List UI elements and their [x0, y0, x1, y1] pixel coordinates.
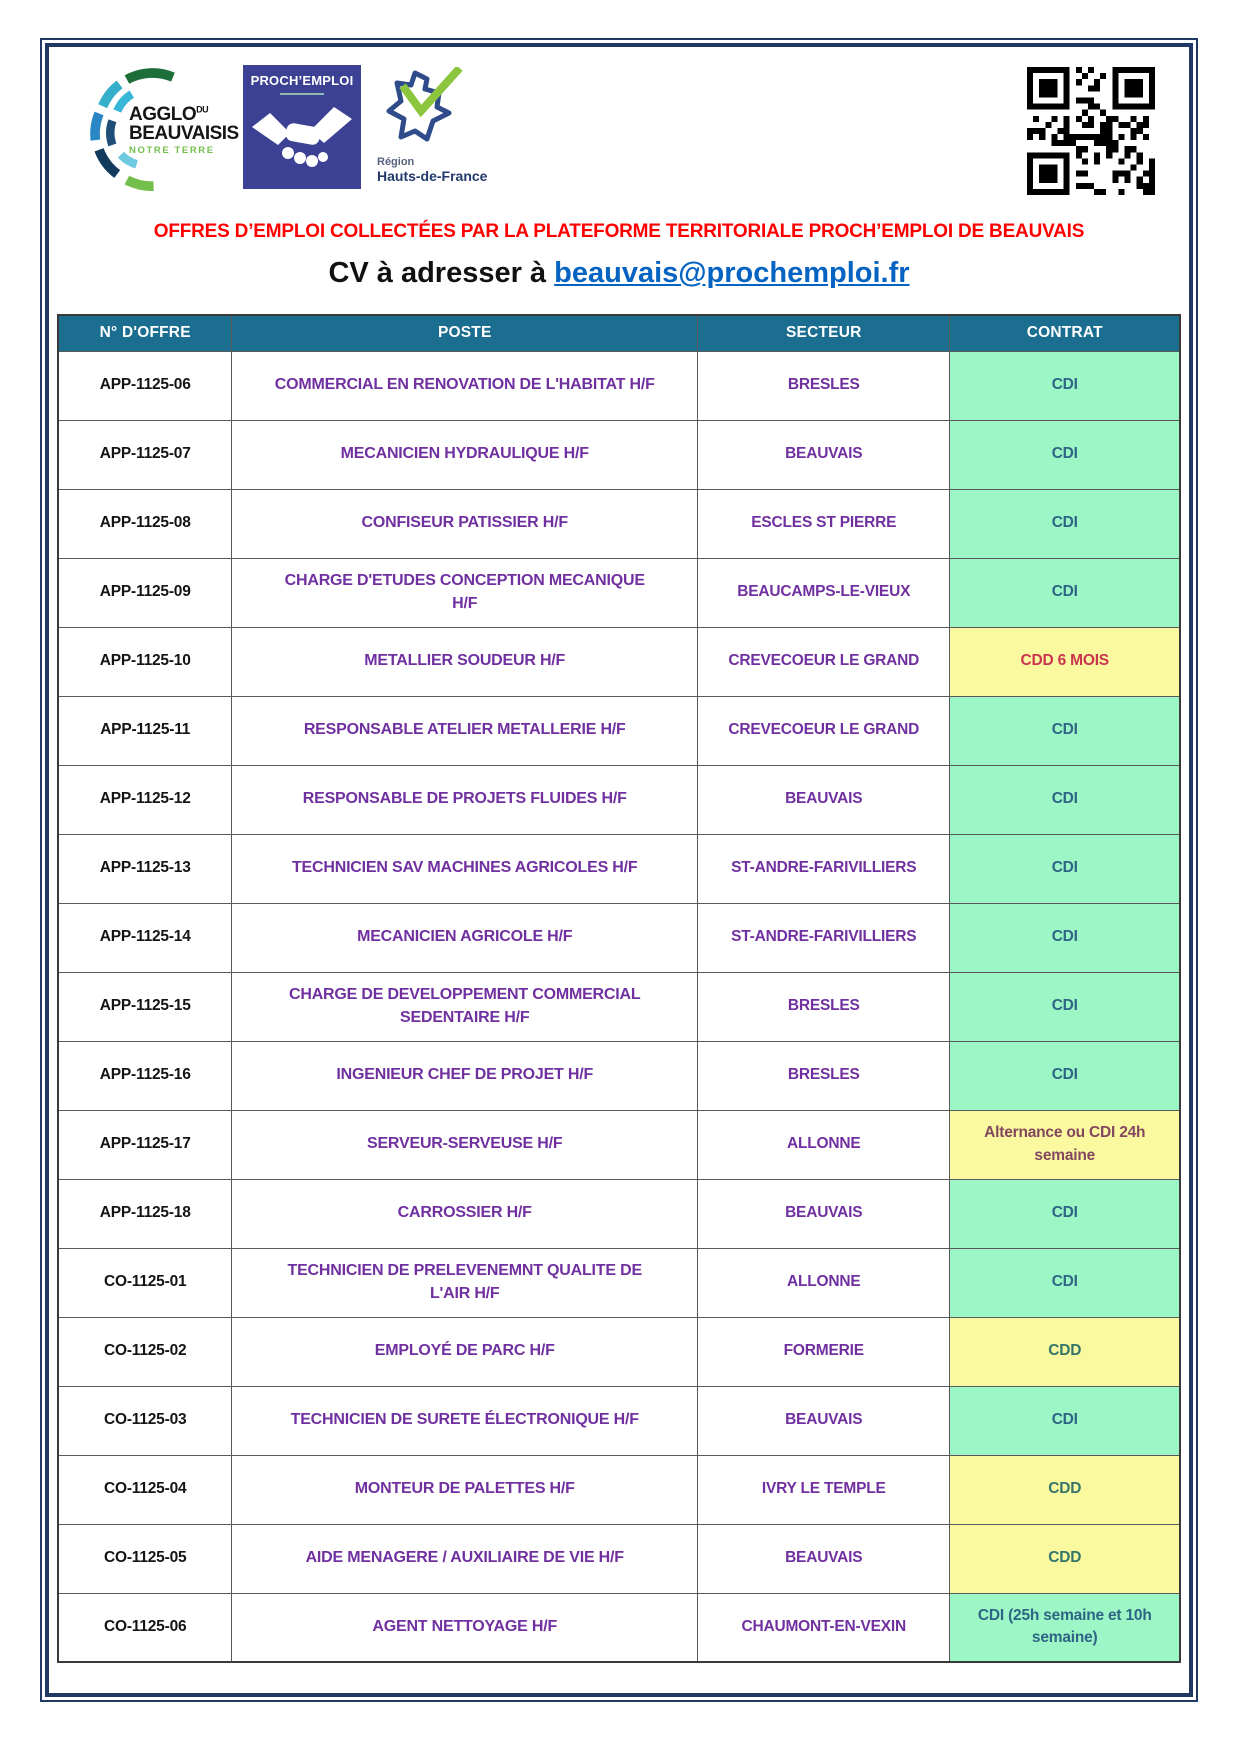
- table-row: [58, 1179, 1180, 1248]
- poste-cell: SERVEUR-SERVEUSE H/F: [232, 1110, 698, 1179]
- table-row: [58, 1386, 1180, 1455]
- contrat-cell: CDI: [950, 1386, 1180, 1455]
- contrat-cell: CDI: [950, 1041, 1180, 1110]
- poste-cell: TECHNICIEN DE SURETE ÉLECTRONIQUE H/F: [232, 1386, 698, 1455]
- table-row: [58, 903, 1180, 972]
- offer-id-cell: APP-1125-09: [58, 558, 232, 627]
- contrat-cell: CDI: [950, 558, 1180, 627]
- contrat-cell: CDD: [950, 1455, 1180, 1524]
- col-header-secteur: SECTEUR: [698, 315, 950, 351]
- hauts-de-france-logo: [371, 65, 503, 193]
- offer-id-cell: CO-1125-02: [58, 1317, 232, 1386]
- poste-cell: TECHNICIEN SAV MACHINES AGRICOLES H/F: [232, 834, 698, 903]
- agglo-logo-text: [129, 105, 239, 155]
- contrat-cell: CDI: [950, 696, 1180, 765]
- table-row: [58, 1041, 1180, 1110]
- table-header-row: [58, 315, 1180, 351]
- poste-cell: CONFISEUR PATISSIER H/F: [232, 489, 698, 558]
- col-header-offre: N° D'OFFRE: [58, 315, 232, 351]
- offer-id-cell: APP-1125-13: [58, 834, 232, 903]
- secteur-cell: ESCLES ST PIERRE: [698, 489, 950, 558]
- region-name: Hauts-de-France: [377, 168, 488, 184]
- offer-id-cell: APP-1125-06: [58, 351, 232, 420]
- prochemploi-divider: [280, 93, 324, 95]
- offer-id-cell: APP-1125-16: [58, 1041, 232, 1110]
- table-row: [58, 558, 1180, 627]
- table-row: [58, 696, 1180, 765]
- offers-table: [57, 314, 1181, 1663]
- contrat-cell: CDI: [950, 489, 1180, 558]
- secteur-cell: BEAUVAIS: [698, 1179, 950, 1248]
- table-row: [58, 765, 1180, 834]
- secteur-cell: BEAUVAIS: [698, 1386, 950, 1455]
- table-row: [58, 420, 1180, 489]
- offer-id-cell: APP-1125-11: [58, 696, 232, 765]
- secteur-cell: FORMERIE: [698, 1317, 950, 1386]
- secteur-cell: ALLONNE: [698, 1248, 950, 1317]
- offer-id-cell: CO-1125-01: [58, 1248, 232, 1317]
- offer-id-cell: APP-1125-07: [58, 420, 232, 489]
- contrat-cell: CDI: [950, 351, 1180, 420]
- offer-id-cell: APP-1125-17: [58, 1110, 232, 1179]
- agglo-line2: BEAUVAISIS: [129, 123, 239, 145]
- offer-id-cell: APP-1125-12: [58, 765, 232, 834]
- secteur-cell: BEAUVAIS: [698, 765, 950, 834]
- offer-id-cell: CO-1125-05: [58, 1524, 232, 1593]
- poste-cell: CHARGE DE DEVELOPPEMENT COMMERCIAL SEDENTAIRE H/F: [232, 972, 698, 1041]
- poste-cell: MECANICIEN HYDRAULIQUE H/F: [232, 420, 698, 489]
- poste-cell: MONTEUR DE PALETTES H/F: [232, 1455, 698, 1524]
- contrat-cell: CDI: [950, 972, 1180, 1041]
- secteur-cell: CREVECOEUR LE GRAND: [698, 696, 950, 765]
- table-row: [58, 351, 1180, 420]
- qr-code: [1027, 67, 1155, 200]
- table-row: [58, 1455, 1180, 1524]
- table-row: [58, 1317, 1180, 1386]
- secteur-cell: ST-ANDRE-FARIVILLIERS: [698, 903, 950, 972]
- contrat-cell: CDI: [950, 1248, 1180, 1317]
- secteur-cell: BEAUVAIS: [698, 420, 950, 489]
- table-row: [58, 1110, 1180, 1179]
- offer-id-cell: APP-1125-08: [58, 489, 232, 558]
- table-row: [58, 489, 1180, 558]
- contrat-cell: CDI: [950, 1179, 1180, 1248]
- table-row: [58, 834, 1180, 903]
- offer-id-cell: CO-1125-03: [58, 1386, 232, 1455]
- contrat-cell: CDI: [950, 834, 1180, 903]
- poste-cell: CARROSSIER H/F: [232, 1179, 698, 1248]
- secteur-cell: BRESLES: [698, 351, 950, 420]
- contrat-cell: CDD: [950, 1317, 1180, 1386]
- agglo-beauvaisis-logo: [81, 65, 239, 193]
- offer-id-cell: CO-1125-04: [58, 1455, 232, 1524]
- page-title: OFFRES D’EMPLOI COLLECTÉES PAR LA PLATEFORME TERRITORIALE PROCH’EMPLOI DE BEAUVAIS: [153, 221, 1085, 242]
- contrat-cell: CDI: [950, 765, 1180, 834]
- offer-id-cell: APP-1125-10: [58, 627, 232, 696]
- poste-cell: CHARGE D'ETUDES CONCEPTION MECANIQUE H/F: [232, 558, 698, 627]
- prochemploi-logo: [243, 65, 361, 189]
- secteur-cell: CREVECOEUR LE GRAND: [698, 627, 950, 696]
- contrat-cell: CDI: [950, 420, 1180, 489]
- offer-id-cell: APP-1125-15: [58, 972, 232, 1041]
- cv-instruction: [49, 257, 1189, 290]
- agglo-line1: AGGLO: [129, 104, 197, 125]
- secteur-cell: BRESLES: [698, 972, 950, 1041]
- table-row: [58, 1524, 1180, 1593]
- secteur-cell: IVRY LE TEMPLE: [698, 1455, 950, 1524]
- offer-id-cell: APP-1125-14: [58, 903, 232, 972]
- secteur-cell: BRESLES: [698, 1041, 950, 1110]
- poste-cell: TECHNICIEN DE PRELEVENEMNT QUALITE DE L'AIR H/F: [232, 1248, 698, 1317]
- handshake-icon: [250, 98, 354, 176]
- france-map-icon: [371, 67, 467, 151]
- poste-cell: MECANICIEN AGRICOLE H/F: [232, 903, 698, 972]
- email-link[interactable]: beauvais@prochemploi.fr: [554, 257, 910, 289]
- secteur-cell: CHAUMONT-EN-VEXIN: [698, 1593, 950, 1662]
- page-border: [40, 38, 1198, 1702]
- table-row: [58, 972, 1180, 1041]
- table-row: [58, 627, 1180, 696]
- agglo-line1-small: DU: [196, 104, 209, 115]
- poste-cell: RESPONSABLE ATELIER METALLERIE H/F: [232, 696, 698, 765]
- secteur-cell: BEAUCAMPS-LE-VIEUX: [698, 558, 950, 627]
- prochemploi-label: PROCH’EMPLOI: [250, 73, 354, 88]
- poste-cell: EMPLOYÉ DE PARC H/F: [232, 1317, 698, 1386]
- col-header-poste: POSTE: [232, 315, 698, 351]
- logo-strip: [81, 65, 503, 193]
- offer-id-cell: CO-1125-06: [58, 1593, 232, 1662]
- contrat-cell: CDI (25h semaine et 10h semaine): [950, 1593, 1180, 1662]
- cv-prefix: CV à adresser à: [328, 257, 555, 289]
- contrat-cell: CDD 6 MOIS: [950, 627, 1180, 696]
- poste-cell: AGENT NETTOYAGE H/F: [232, 1593, 698, 1662]
- secteur-cell: ST-ANDRE-FARIVILLIERS: [698, 834, 950, 903]
- poste-cell: RESPONSABLE DE PROJETS FLUIDES H/F: [232, 765, 698, 834]
- contrat-cell: CDD: [950, 1524, 1180, 1593]
- poste-cell: METALLIER SOUDEUR H/F: [232, 627, 698, 696]
- agglo-line3: NOTRE TERRE: [129, 144, 215, 156]
- table-row: [58, 1248, 1180, 1317]
- col-header-contrat: CONTRAT: [950, 315, 1180, 351]
- offer-id-cell: APP-1125-18: [58, 1179, 232, 1248]
- contrat-cell: CDI: [950, 903, 1180, 972]
- secteur-cell: BEAUVAIS: [698, 1524, 950, 1593]
- table-row: [58, 1593, 1180, 1662]
- header: [49, 59, 1189, 207]
- poste-cell: AIDE MENAGERE / AUXILIAIRE DE VIE H/F: [232, 1524, 698, 1593]
- poste-cell: COMMERCIAL EN RENOVATION DE L'HABITAT H/F: [232, 351, 698, 420]
- page: [45, 43, 1193, 1697]
- region-label: Région: [377, 156, 415, 168]
- poste-cell: INGENIEUR CHEF DE PROJET H/F: [232, 1041, 698, 1110]
- contrat-cell: Alternance ou CDI 24h semaine: [950, 1110, 1180, 1179]
- secteur-cell: ALLONNE: [698, 1110, 950, 1179]
